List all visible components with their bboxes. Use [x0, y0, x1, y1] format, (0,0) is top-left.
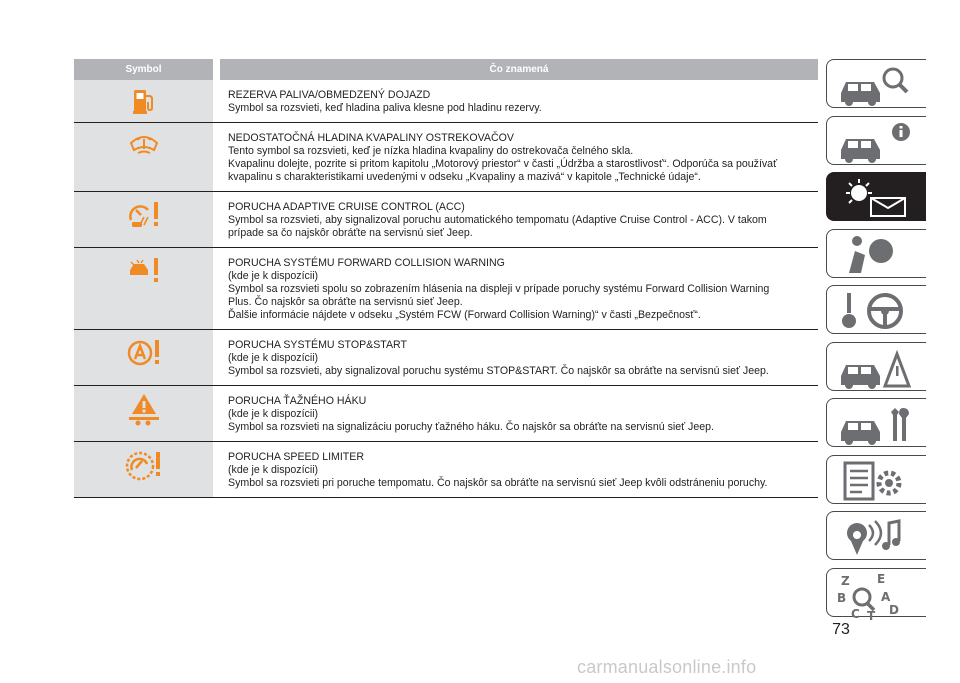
svg-text:B: B [837, 591, 847, 605]
symbol-cell [74, 386, 213, 442]
page-number: 73 [832, 621, 850, 638]
chapter-tab-car-info[interactable] [826, 116, 926, 165]
watermark: carmanualsonline.info [577, 657, 757, 677]
warning-title: REZERVA PALIVA/OBMEDZENÝ DOJAZD [228, 89, 431, 101]
chapter-tab-key-steering-wheel[interactable] [826, 285, 926, 334]
warning-title: NEDOSTATOČNÁ HLADINA KVAPALINY OSTREKOVAČOV [228, 132, 514, 144]
tow-hitch-failure-icon [126, 392, 162, 430]
description-cell [220, 192, 818, 248]
description-line: Symbol sa rozsvieti, aby signalizoval poruchu systému STOP&START. Čo najskôr sa obráťte na servisnú sieť Jeep. [228, 365, 769, 377]
table-row [74, 248, 818, 330]
header-meaning: Čo znamená [220, 59, 818, 80]
description-line: Ďalšie informácie nájdete v odseku „Systém FCW (Forward Collision Warning)“ v časti „Bezpečnosť“. [228, 309, 701, 321]
warning-title: PORUCHA SYSTÉMU STOP&START [228, 339, 407, 351]
description-line: kvapalinu s charakteristikami uvedenými v odseku „Kvapaliny a mazivá“ v kapitole „Technické údaje“. [228, 171, 701, 183]
chapter-tab-multimedia[interactable] [826, 511, 926, 560]
svg-text:A: A [881, 590, 891, 604]
description-line: prípade sa čo najskôr obráťte na servisnú sieť Jeep. [228, 227, 473, 239]
warning-title: PORUCHA ADAPTIVE CRUISE CONTROL (ACC) [228, 201, 465, 213]
svg-text:E: E [877, 572, 886, 586]
description-line: Symbol sa rozsvieti, aby signalizoval poruchu automatického tempomatu (Adaptive Cruise Control - ACC). V takom [228, 214, 767, 226]
description-line: Tento symbol sa rozsvieti, keď je nízka hladina kvapaliny do ostrekovača čelného skla. [228, 145, 634, 157]
svg-text:T: T [867, 609, 876, 622]
table-header-row [74, 59, 818, 80]
description-line: Plus. Čo najskôr sa obráťte na servisnú sieť Jeep. [228, 296, 463, 308]
warning-title: PORUCHA ŤAŽNÉHO HÁKU [228, 395, 367, 407]
symbol-cell [74, 80, 213, 123]
symbol-cell [74, 248, 213, 330]
description-line: (kde je k dispozícii) [228, 408, 319, 420]
chapter-tab-technical-data[interactable] [826, 455, 926, 504]
table-row [74, 330, 818, 386]
symbol-cell [74, 442, 213, 498]
description-line: Symbol sa rozsvieti na signalizáciu poruchy ťažného háku. Čo najskôr sa obráťte na servisnú sieť Jeep. [228, 421, 714, 433]
chapter-tab-car-maintenance[interactable] [826, 398, 926, 447]
symbol-cell [74, 192, 213, 248]
chapter-tab-alphabet-index[interactable] [826, 568, 926, 622]
description-cell [220, 123, 818, 192]
header-symbol: Symbol [74, 59, 213, 80]
warning-lights-table [74, 59, 818, 498]
description-cell [220, 386, 818, 442]
description-line: Kvapalinu dolejte, pozrite si pritom kapitolu „Motorový priestor“ v časti „Údržba a starostlivosť“. Odporúča sa používať [228, 158, 778, 170]
description-line: Symbol sa rozsvieti spolu so zobrazením hlásenia na displeji v prípade poruchy systému Forward Collision Warning [228, 283, 770, 295]
description-line: (kde je k dispozícii) [228, 352, 319, 364]
symbol-cell [74, 123, 213, 192]
svg-text:D: D [889, 603, 899, 617]
table-row [74, 442, 818, 498]
svg-text:C: C [851, 607, 860, 621]
washer-fluid-icon [128, 129, 160, 159]
chapter-tab-car-search[interactable] [826, 59, 926, 108]
description-line: Symbol sa rozsvieti, keď hladina paliva klesne pod hladinu rezervy. [228, 102, 542, 114]
speed-limiter-failure-icon [124, 448, 164, 486]
chapter-tab-car-emergency[interactable] [826, 342, 926, 391]
fuel-pump-icon [132, 86, 156, 120]
warning-title: PORUCHA SPEED LIMITER [228, 451, 364, 463]
warning-title: PORUCHA SYSTÉMU FORWARD COLLISION WARNING [228, 257, 505, 269]
acc-failure-icon [127, 198, 161, 234]
table-row [74, 123, 818, 192]
symbol-cell [74, 330, 213, 386]
description-line: (kde je k dispozícii) [228, 464, 319, 476]
description-cell [220, 248, 818, 330]
table-row [74, 192, 818, 248]
stop-start-failure-icon [126, 336, 162, 372]
fcw-failure-icon [127, 254, 161, 288]
description-cell [220, 330, 818, 386]
description-line: Symbol sa rozsvieti pri poruche tempomatu. Čo najskôr sa obráťte na servisnú sieť Jeep kvôli odstráneniu poruchy. [228, 477, 768, 489]
description-cell [220, 80, 818, 123]
chapter-tab-airbag-safety[interactable] [826, 229, 926, 278]
table-row [74, 80, 818, 123]
svg-text:Z: Z [841, 574, 850, 588]
description-line: (kde je k dispozícii) [228, 270, 319, 282]
table-row [74, 386, 818, 442]
chapter-tab-warning-light-message[interactable] [826, 172, 926, 221]
description-cell [220, 442, 818, 498]
